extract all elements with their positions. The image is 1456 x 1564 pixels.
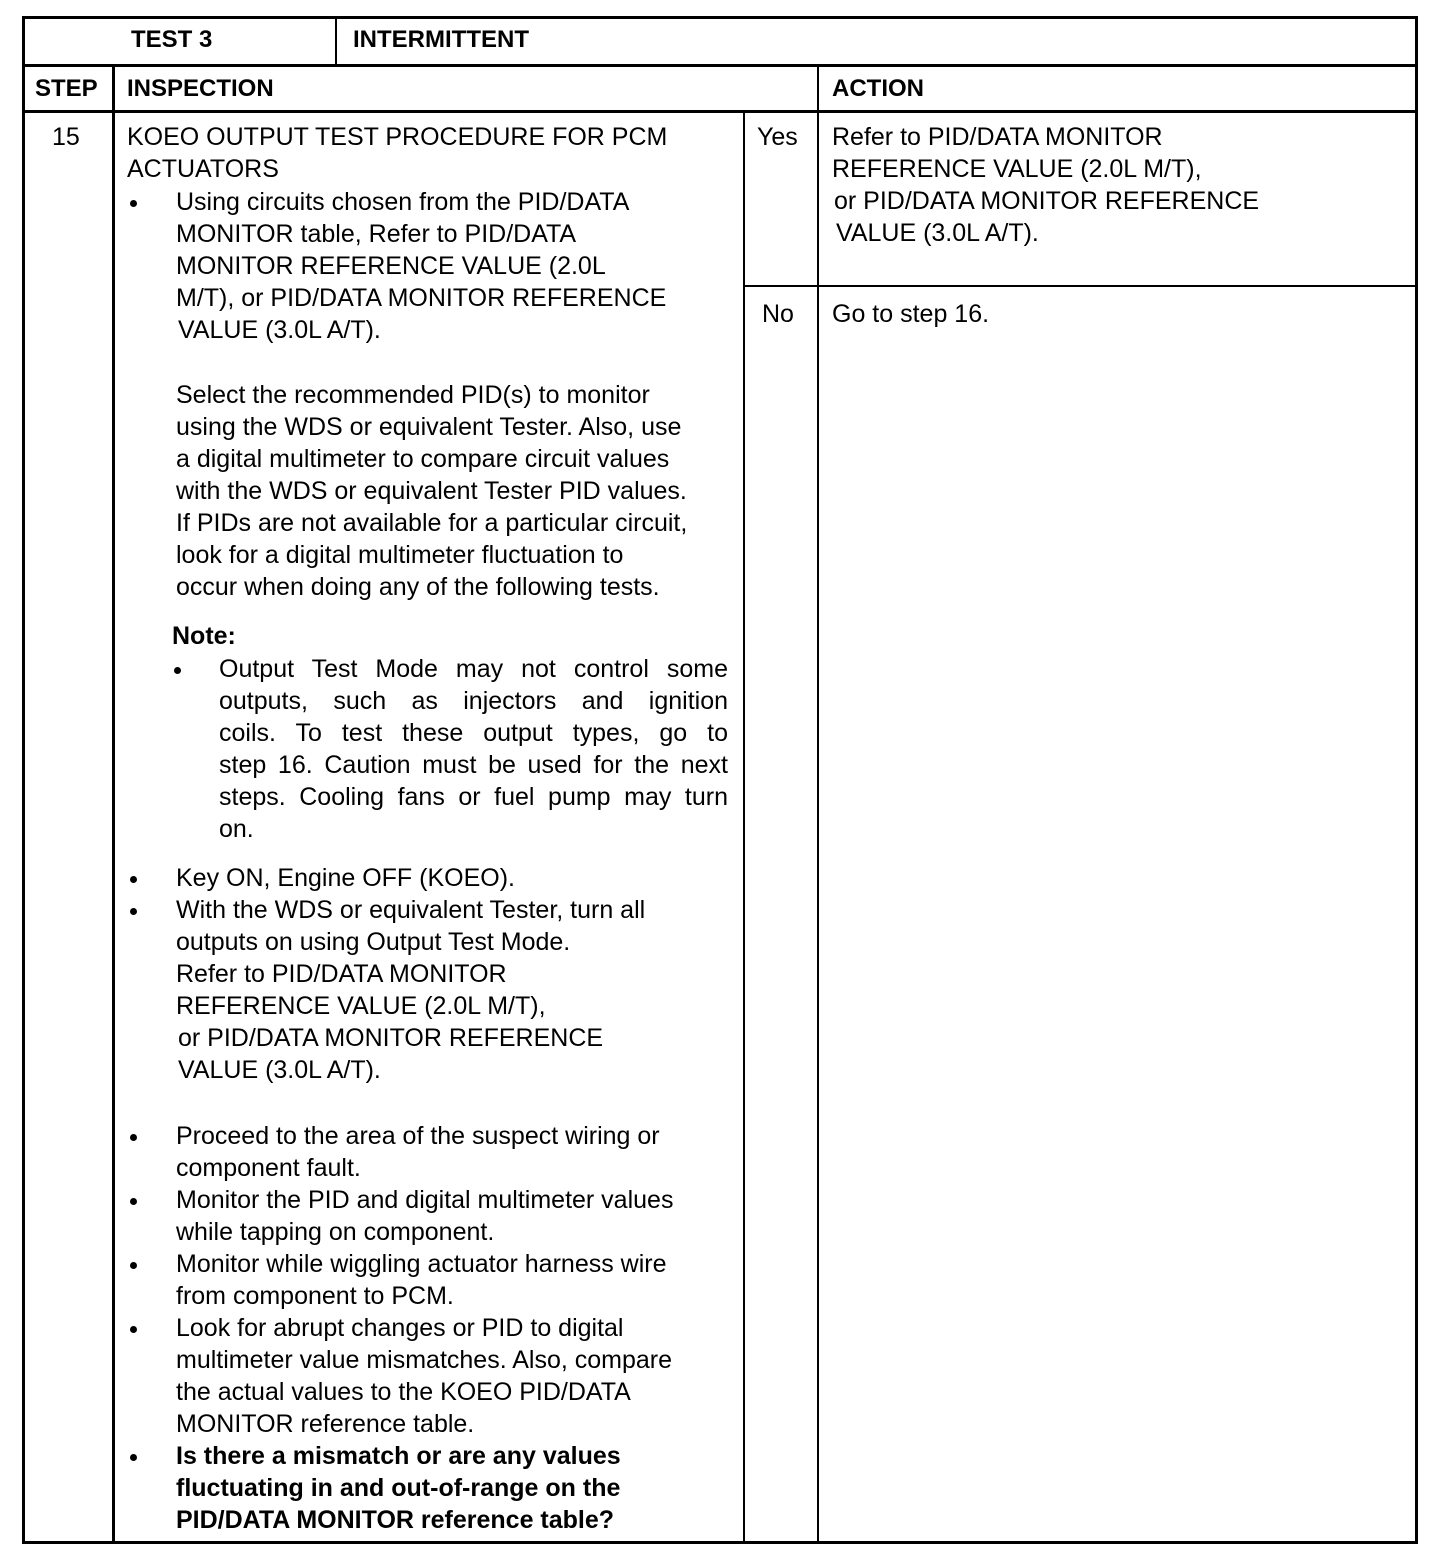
bullet-icon xyxy=(130,908,137,915)
instruction-line: a digital multimeter to compare circuit values xyxy=(176,445,670,473)
instruction-line: with the WDS or equivalent Tester PID values. xyxy=(176,477,687,505)
bullet-icon xyxy=(174,667,181,674)
column-header-divider xyxy=(22,110,1418,113)
instruction-line: Proceed to the area of the suspect wiring or xyxy=(176,1122,660,1150)
instruction-line: Look for abrupt changes or PID to digital xyxy=(176,1314,624,1342)
inspection-column-header: INSPECTION xyxy=(127,75,274,102)
note-line: steps. Cooling fans or fuel pump may turn xyxy=(219,783,728,811)
note-line: on. xyxy=(219,815,254,843)
instruction-line: Using circuits chosen from the PID/DATA xyxy=(176,188,630,216)
note-line: step 16. Caution must be used for the next xyxy=(219,751,728,779)
step-column-header: STEP xyxy=(35,75,98,102)
note-line: outputs, such as injectors and ignition xyxy=(219,687,728,715)
bullet-icon xyxy=(130,1326,137,1333)
inspection-title-line: ACTUATORS xyxy=(127,155,279,183)
question-line: Is there a mismatch or are any values xyxy=(176,1442,621,1470)
action-yes-line: Refer to PID/DATA MONITOR xyxy=(832,123,1163,151)
inspection-title-line: KOEO OUTPUT TEST PROCEDURE FOR PCM xyxy=(127,123,668,151)
instruction-line: while tapping on component. xyxy=(176,1218,495,1246)
instruction-line: With the WDS or equivalent Tester, turn all xyxy=(176,896,646,924)
instruction-line: Select the recommended PID(s) to monitor xyxy=(176,381,650,409)
instruction-line: look for a digital multimeter fluctuation to xyxy=(176,541,624,569)
header-cell-divider xyxy=(335,16,337,66)
instruction-line: Monitor while wiggling actuator harness wire xyxy=(176,1250,667,1278)
instruction-line: MONITOR reference table. xyxy=(176,1410,475,1438)
answer-column-divider xyxy=(743,112,745,1544)
note-line: coils. To test these output types, go to xyxy=(219,719,728,747)
instruction-line: VALUE (3.0L A/T). xyxy=(178,1056,381,1084)
instruction-line: occur when doing any of the following tests. xyxy=(176,573,660,601)
test-number: TEST 3 xyxy=(131,26,213,53)
instruction-line: MONITOR REFERENCE VALUE (2.0L xyxy=(176,252,606,280)
action-yes-line: REFERENCE VALUE (2.0L M/T), xyxy=(832,155,1202,183)
note-label: Note: xyxy=(172,622,236,650)
bullet-icon xyxy=(130,1134,137,1141)
instruction-line: from component to PCM. xyxy=(176,1282,454,1310)
instruction-line: outputs on using Output Test Mode. xyxy=(176,928,571,956)
instruction-line: using the WDS or equivalent Tester. Also, use xyxy=(176,413,682,441)
yes-no-divider xyxy=(743,285,1418,287)
action-yes-line: or PID/DATA MONITOR REFERENCE xyxy=(834,187,1260,215)
instruction-line: REFERENCE VALUE (2.0L M/T), xyxy=(176,992,546,1020)
action-no: Go to step 16. xyxy=(832,300,990,328)
instruction-line: Monitor the PID and digital multimeter values xyxy=(176,1186,674,1214)
step-number: 15 xyxy=(52,123,80,151)
bullet-icon xyxy=(130,200,137,207)
action-column-header: ACTION xyxy=(832,75,924,102)
question-line: fluctuating in and out-of-range on the xyxy=(176,1474,621,1502)
test-title: INTERMITTENT xyxy=(353,26,529,53)
instruction-line: or PID/DATA MONITOR REFERENCE xyxy=(178,1024,604,1052)
bullet-icon xyxy=(130,1198,137,1205)
note-line: Output Test Mode may not control some xyxy=(219,655,728,683)
instruction-line: the actual values to the KOEO PID/DATA xyxy=(176,1378,631,1406)
instruction-line: VALUE (3.0L A/T). xyxy=(178,316,381,344)
instruction-line: component fault. xyxy=(176,1154,361,1182)
bullet-icon xyxy=(130,1454,137,1461)
instruction-line: MONITOR table, Refer to PID/DATA xyxy=(176,220,577,248)
action-yes-line: VALUE (3.0L A/T). xyxy=(836,219,1039,247)
yes-label: Yes xyxy=(757,123,798,151)
action-column-divider xyxy=(817,66,819,1544)
no-label: No xyxy=(762,300,794,328)
instruction-line: M/T), or PID/DATA MONITOR REFERENCE xyxy=(176,284,667,312)
instruction-line: Key ON, Engine OFF (KOEO). xyxy=(176,864,515,892)
bullet-icon xyxy=(130,1262,137,1269)
step-column-divider xyxy=(112,66,115,1544)
instruction-line: Refer to PID/DATA MONITOR xyxy=(176,960,507,988)
bullet-icon xyxy=(130,876,137,883)
instruction-line: If PIDs are not available for a particular circuit, xyxy=(176,509,688,537)
question-line: PID/DATA MONITOR reference table? xyxy=(176,1506,615,1534)
instruction-line: multimeter value mismatches. Also, compare xyxy=(176,1346,673,1374)
header-divider xyxy=(22,64,1418,67)
